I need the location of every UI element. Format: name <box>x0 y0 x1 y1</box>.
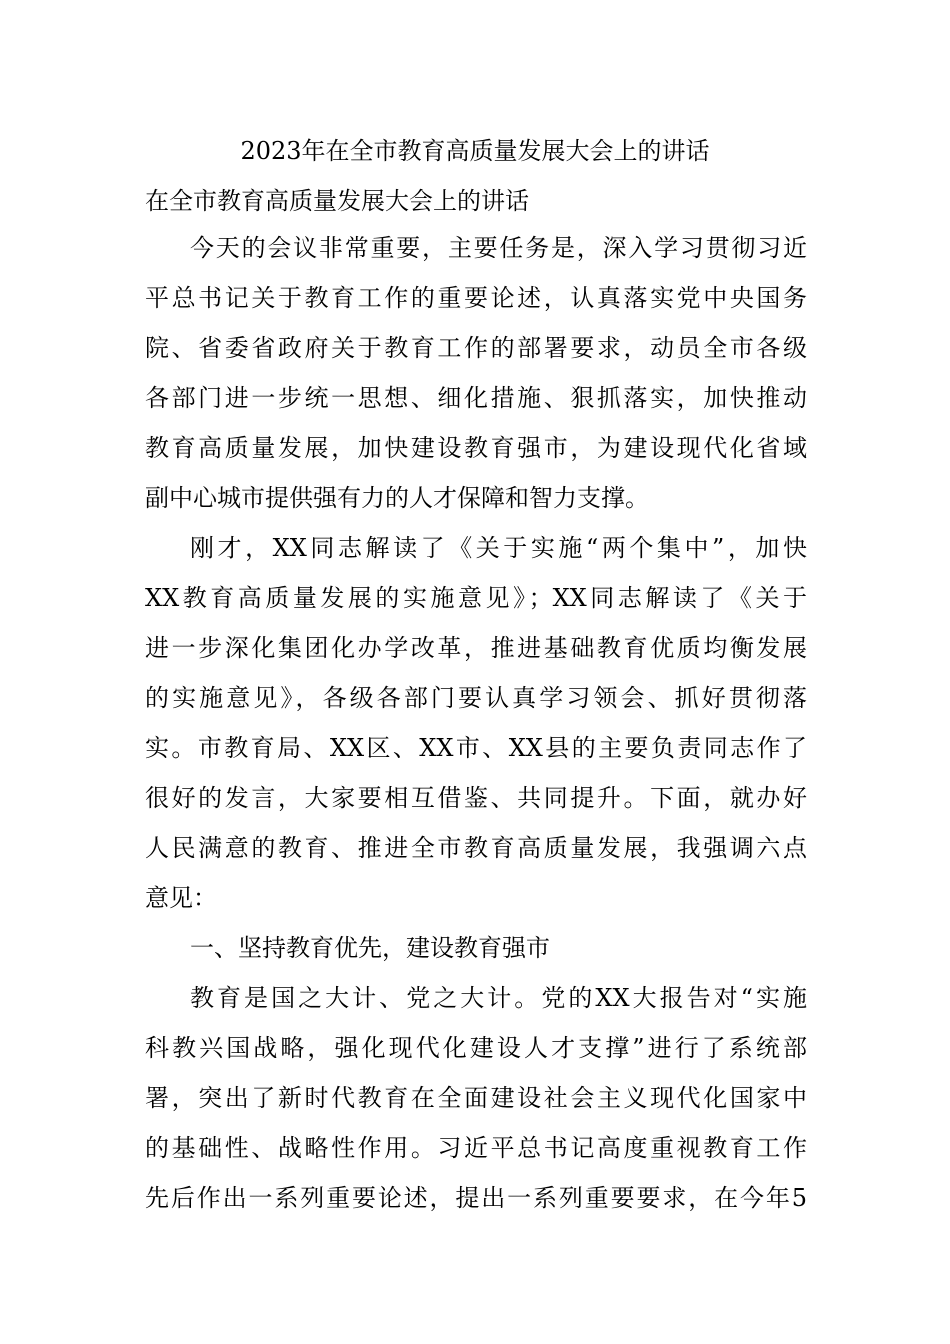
paragraph-3-line-4: 的基础性、战略性作用。习近平总书记高度重视教育工作 <box>145 1134 807 1162</box>
paragraph-2-line-5: 实。市教育局、XX区、XX市、XX县的主要负责同志作了 <box>145 734 807 762</box>
section-heading-1: 一、坚持教育优先，建设教育强市 <box>190 934 550 962</box>
paragraph-3-line-5: 先后作出一系列重要论述，提出一系列重要要求，在今年5 <box>145 1184 807 1212</box>
paragraph-2-line-6: 很好的发言，大家要相互借鉴、共同提升。下面，就办好 <box>145 784 807 812</box>
document-title: 2023年在全市教育高质量发展大会上的讲话 <box>240 137 710 165</box>
document-subtitle: 在全市教育高质量发展大会上的讲话 <box>145 187 529 215</box>
paragraph-3-line-2: 科教兴国战略，强化现代化建设人才支撑”进行了系统部 <box>145 1034 807 1062</box>
paragraph-3-line-1: 教育是国之大计、党之大计。党的XX大报告对“实施 <box>190 984 807 1012</box>
paragraph-1-line-1: 今天的会议非常重要，主要任务是，深入学习贯彻习近 <box>190 234 807 262</box>
paragraph-2-line-4: 的实施意见》，各级各部门要认真学习领会、抓好贯彻落 <box>145 684 807 712</box>
paragraph-3-line-3: 署，突出了新时代教育在全面建设社会主义现代化国家中 <box>145 1084 807 1112</box>
paragraph-1-line-3: 院、省委省政府关于教育工作的部署要求，动员全市各级 <box>145 334 807 362</box>
paragraph-1-line-5: 教育高质量发展，加快建设教育强市，为建设现代化省域 <box>145 434 807 462</box>
paragraph-2-line-7: 人民满意的教育、推进全市教育高质量发展，我强调六点 <box>145 834 807 862</box>
paragraph-2-line-2: XX教育高质量发展的实施意见》；XX同志解读了《关于 <box>145 584 807 612</box>
paragraph-2-line-3: 进一步深化集团化办学改革，推进基础教育优质均衡发展 <box>145 634 807 662</box>
paragraph-1-line-4: 各部门进一步统一思想、细化措施、狠抓落实，加快推动 <box>145 384 807 412</box>
paragraph-1-line-6: 副中心城市提供强有力的人才保障和智力支撑。 <box>145 484 649 512</box>
paragraph-1-line-2: 平总书记关于教育工作的重要论述，认真落实党中央国务 <box>145 284 807 312</box>
paragraph-2-line-8: 意见： <box>145 884 217 912</box>
paragraph-2-line-1: 刚才，XX同志解读了《关于实施“两个集中”，加快 <box>190 534 807 562</box>
